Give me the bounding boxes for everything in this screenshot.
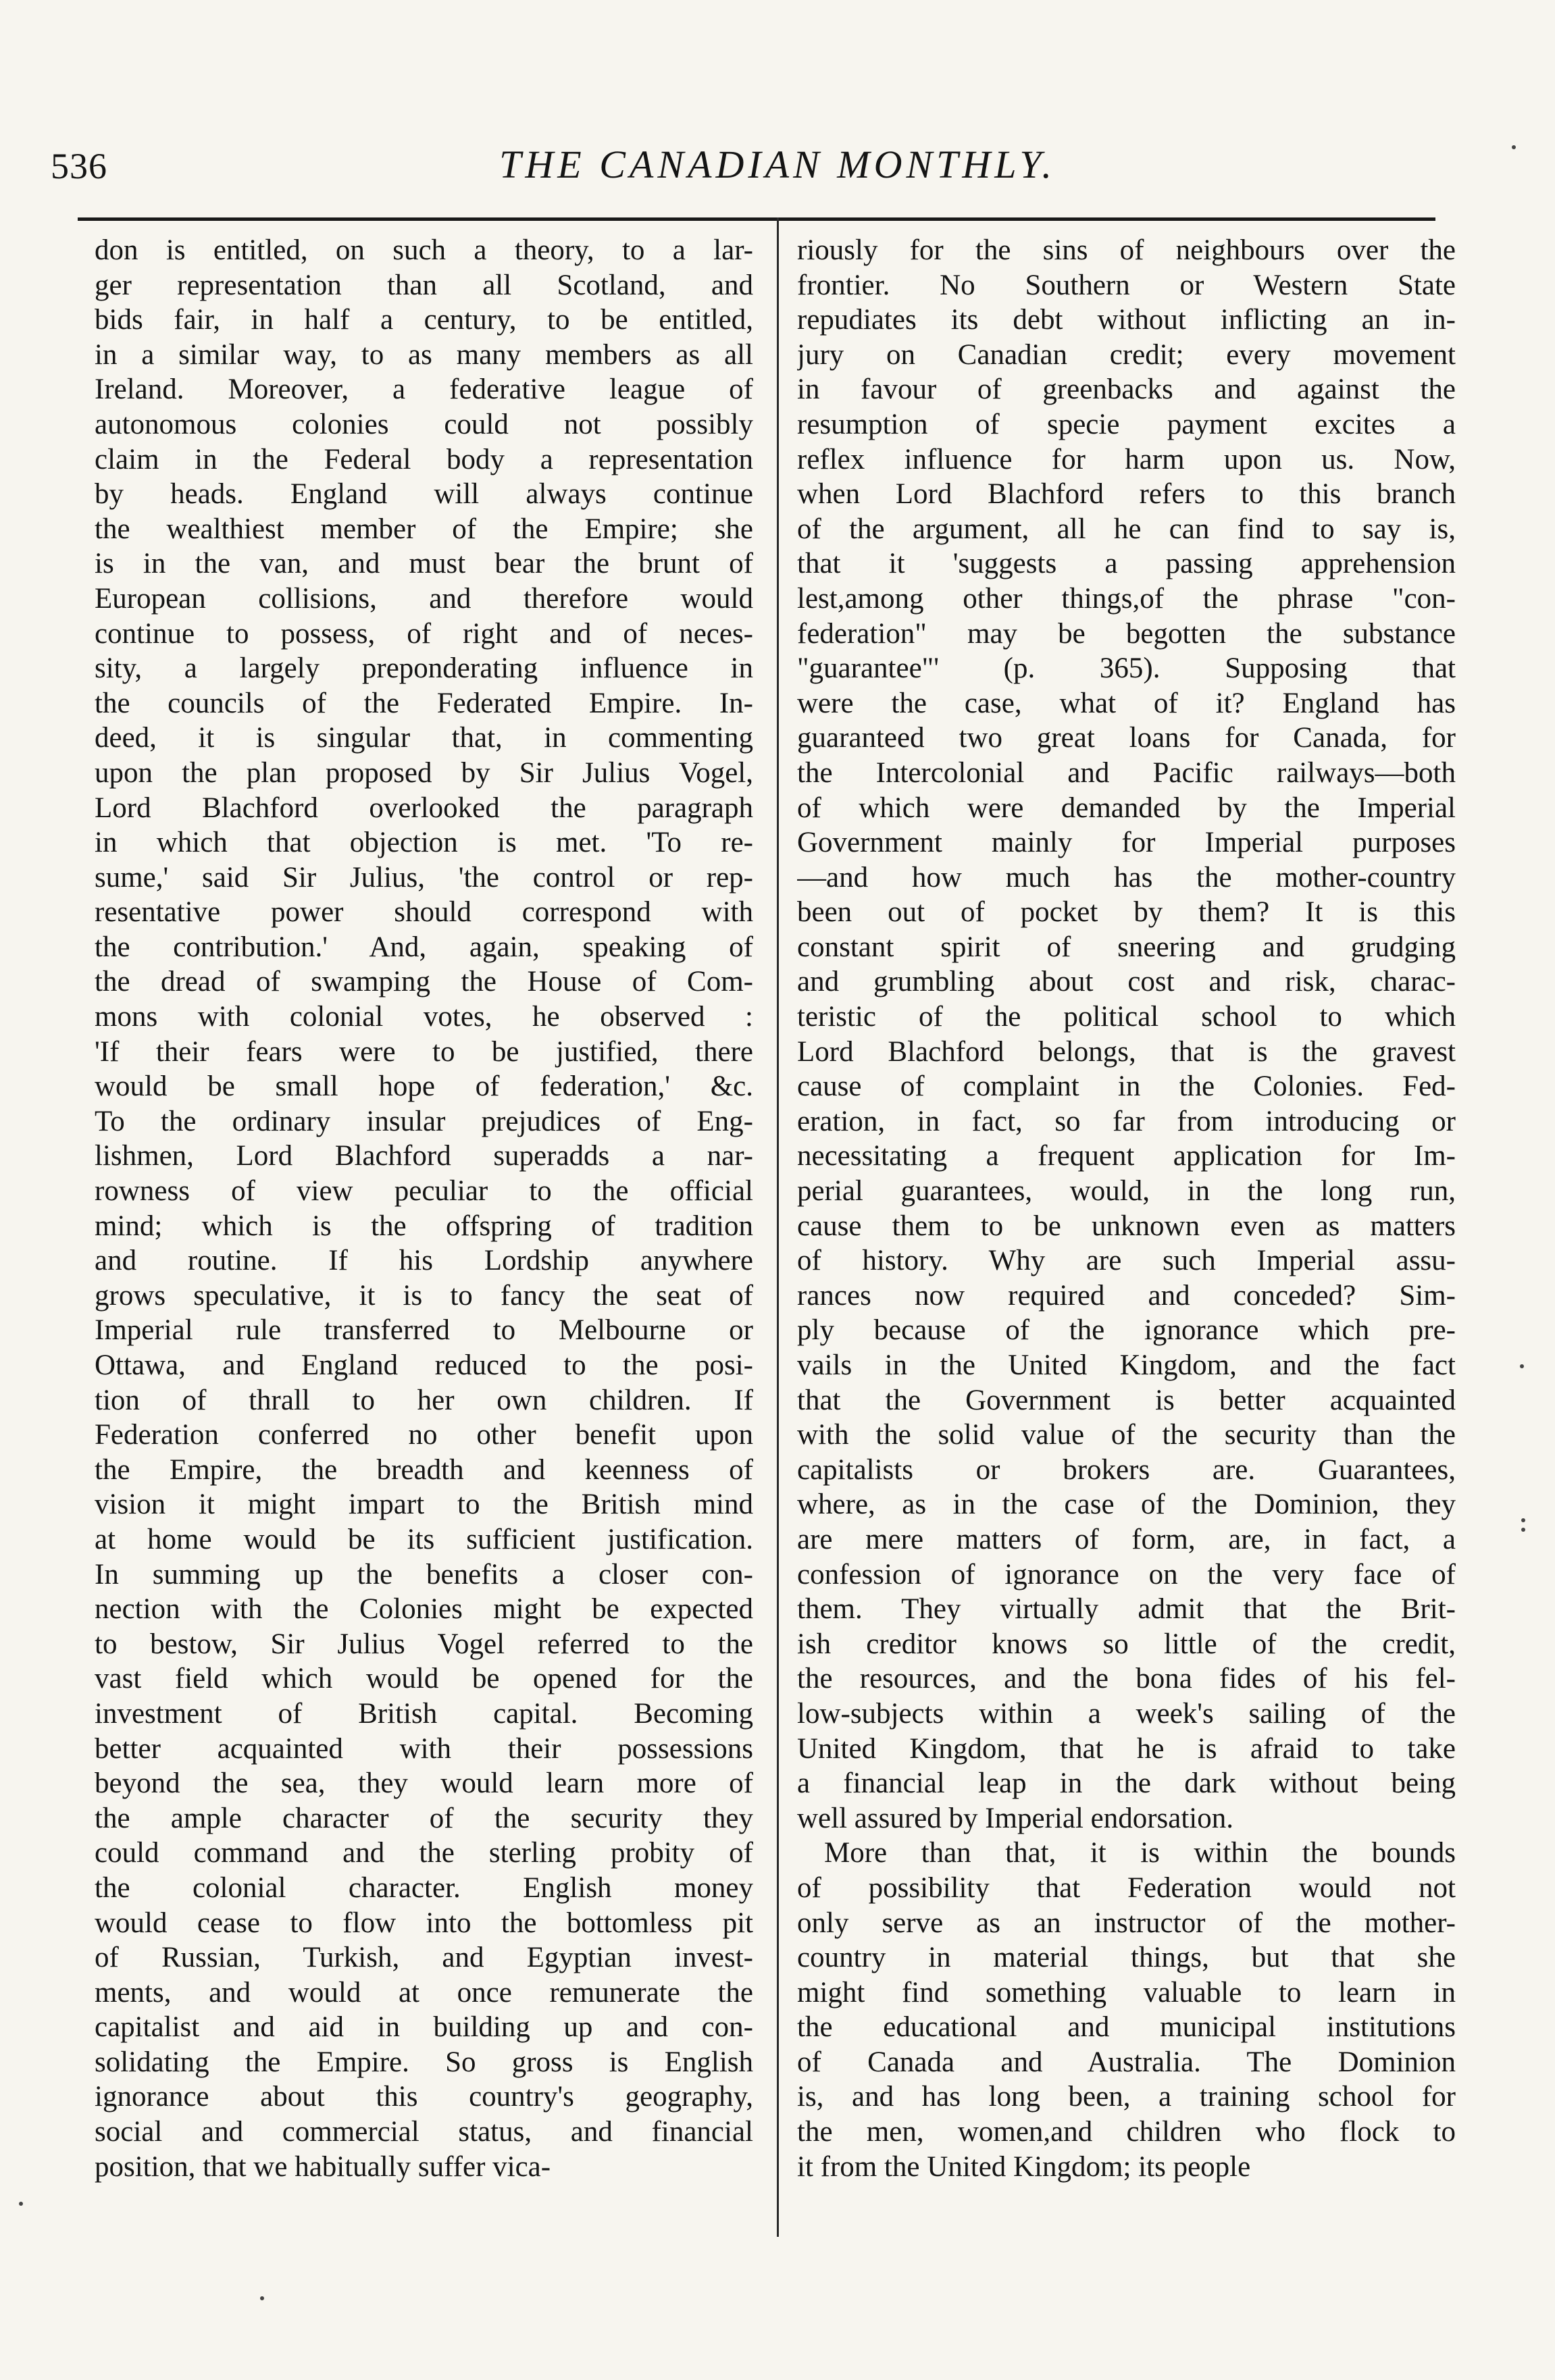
text-line: of Canada and Australia. The Dominion (797, 2046, 1456, 2078)
text-line: been out of pocket by them? It is this (797, 896, 1456, 929)
text-line: Imperial rule transferred to Melbourne or (95, 1314, 753, 1347)
text-line: rances now required and conceded? Sim- (797, 1279, 1456, 1312)
text-line: Government mainly for Imperial purposes (797, 827, 1456, 859)
text-line: teristic of the political school to which (797, 1001, 1456, 1033)
running-title: THE CANADIAN MONTHLY. (499, 143, 1056, 186)
text-line: in favour of greenbacks and against the (797, 373, 1456, 406)
text-line: bids fair, in half a century, to be entitled, (95, 304, 753, 336)
text-line: the resources, and the bona fides of his fel- (797, 1663, 1456, 1695)
text-line: Ottawa, and England reduced to the posi- (95, 1349, 753, 1381)
text-line: lest,among other things,of the phrase "con- (797, 582, 1456, 615)
text-line: the Empire, the breadth and keenness of (95, 1453, 753, 1486)
text-line: the ample character of the security they (95, 1802, 753, 1834)
right-column (797, 233, 1456, 2184)
text-line: reflex influence for harm upon us. Now, (797, 443, 1456, 475)
text-line: could command and the sterling probity of (95, 1837, 753, 1869)
text-line: Federation conferred no other benefit upon (95, 1419, 753, 1451)
text-line: perial guarantees, would, in the long run, (797, 1175, 1456, 1208)
text-line: ments, and would at once remunerate the (95, 1976, 753, 2009)
text-line: eration, in fact, so far from introducing or (797, 1105, 1456, 1137)
text-line: the contribution.' And, again, speaking of (95, 931, 753, 963)
text-line: investment of British capital. Becoming (95, 1697, 753, 1730)
text-line: guaranteed two great loans for Canada, for (797, 722, 1456, 754)
text-line: In summing up the benefits a closer con- (95, 1558, 753, 1590)
text-line: Lord Blachford overlooked the paragraph (95, 792, 753, 824)
text-line: autonomous colonies could not possibly (95, 408, 753, 440)
text-line: would cease to flow into the bottomless pit (95, 1907, 753, 1939)
scan-speck (19, 2202, 23, 2206)
text-line: to bestow, Sir Julius Vogel referred to the (95, 1628, 753, 1660)
text-line: Lord Blachford belongs, that is the gravest (797, 1035, 1456, 1068)
text-line: "guarantee"' (p. 365). Supposing that (797, 652, 1456, 685)
text-line: capitalists or brokers are. Guarantees, (797, 1453, 1456, 1486)
text-line: better acquainted with their possessions (95, 1732, 753, 1765)
text-line: ish creditor knows so little of the credit, (797, 1628, 1456, 1660)
text-line: continue to possess, of right and of neces- (95, 617, 753, 650)
text-line: social and commercial status, and financial (95, 2116, 753, 2148)
text-line: that the Government is better acquainted (797, 1384, 1456, 1416)
text-line: ignorance about this country's geography, (95, 2081, 753, 2113)
text-line: lishmen, Lord Blachford superadds a nar- (95, 1140, 753, 1172)
text-line: Ireland. Moreover, a federative league of (95, 373, 753, 406)
text-line: well assured by Imperial endorsation. (797, 1802, 1234, 1834)
text-line: constant spirit of sneering and grudging (797, 931, 1456, 963)
column-divider (777, 217, 779, 2237)
text-line: might find something valuable to learn in (797, 1976, 1456, 2009)
text-line: of which were demanded by the Imperial (797, 792, 1456, 824)
text-line: it from the United Kingdom; its people (797, 2150, 1251, 2183)
text-line: the Intercolonial and Pacific railways—both (797, 756, 1456, 789)
text-line: rowness of view peculiar to the official (95, 1175, 753, 1208)
text-line: confession of ignorance on the very face of (797, 1558, 1456, 1590)
text-line: upon the plan proposed by Sir Julius Vogel, (95, 756, 753, 789)
text-line: country in material things, but that she (797, 1942, 1456, 1974)
text-line: cause them to be unknown even as matters (797, 1210, 1456, 1242)
text-line: when Lord Blachford refers to this branch (797, 478, 1456, 511)
text-line: resumption of specie payment excites a (797, 408, 1456, 440)
text-line: would be small hope of federation,' &c. (95, 1070, 753, 1103)
text-line: in a similar way, to as many members as all (95, 338, 753, 371)
text-line: beyond the sea, they would learn more of (95, 1767, 753, 1800)
text-line: deed, it is singular that, in commenting (95, 722, 753, 754)
text-line: at home would be its sufficient justification. (95, 1523, 753, 1555)
header-rule (78, 217, 1435, 221)
text-line: only serve as an instructor of the mother- (797, 1907, 1456, 1939)
text-line: European collisions, and therefore would (95, 582, 753, 615)
text-line: nection with the Colonies might be expected (95, 1593, 753, 1626)
scan-speck (1521, 1518, 1525, 1522)
text-line: sume,' said Sir Julius, 'the control or rep- (95, 861, 753, 894)
text-line: vision it might impart to the British mind (95, 1489, 753, 1521)
text-line: a financial leap in the dark without being (797, 1767, 1456, 1800)
text-line: capitalist and aid in building up and con- (95, 2011, 753, 2044)
text-line: tion of thrall to her own children. If (95, 1384, 753, 1416)
text-line: 'If their fears were to be justified, there (95, 1035, 753, 1068)
text-line: federation" may be begotten the substance (797, 617, 1456, 650)
text-line: the councils of the Federated Empire. In- (95, 687, 753, 719)
text-line: the wealthiest member of the Empire; she (95, 513, 753, 545)
text-line: where, as in the case of the Dominion, they (797, 1489, 1456, 1521)
text-line: is in the van, and must bear the brunt of (95, 548, 753, 580)
text-line: mind; which is the offspring of tradition (95, 1210, 753, 1242)
text-line: with the solid value of the security than the (797, 1419, 1456, 1451)
scan-speck (1521, 1528, 1525, 1532)
text-line: and grumbling about cost and risk, charac- (797, 966, 1456, 998)
text-line: of possibility that Federation would not (797, 1871, 1456, 1904)
text-line: of Russian, Turkish, and Egyptian invest- (95, 1942, 753, 1974)
text-line: riously for the sins of neighbours over the (797, 234, 1456, 266)
text-line: jury on Canadian credit; every movement (797, 338, 1456, 371)
text-line: and routine. If his Lordship anywhere (95, 1245, 753, 1277)
text-line: claim in the Federal body a representation (95, 443, 753, 475)
text-line: were the case, what of it? England has (797, 687, 1456, 719)
text-line: that it 'suggests a passing apprehension (797, 548, 1456, 580)
text-line: solidating the Empire. So gross is English (95, 2046, 753, 2078)
text-line: the colonial character. English money (95, 1871, 753, 1904)
scan-speck (260, 2296, 264, 2300)
text-line: of the argument, all he can find to say is, (797, 513, 1456, 545)
text-line: low-subjects within a week's sailing of the (797, 1697, 1456, 1730)
text-line: position, that we habitually suffer vica- (95, 2150, 551, 2183)
text-line: ger representation than all Scotland, and (95, 269, 753, 301)
text-line: mons with colonial votes, he observed : (95, 1001, 753, 1033)
text-line: are mere matters of form, are, in fact, a (797, 1523, 1456, 1555)
text-line: the dread of swamping the House of Com- (95, 966, 753, 998)
text-line: grows speculative, it is to fancy the seat of (95, 1279, 753, 1312)
scan-speck (1520, 1364, 1524, 1368)
text-line: is, and has long been, a training school for (797, 2081, 1456, 2113)
scan-speck (1512, 145, 1516, 149)
text-line: of history. Why are such Imperial assu- (797, 1245, 1456, 1277)
text-line: repudiates its debt without inflicting an in- (797, 304, 1456, 336)
page-number: 536 (51, 146, 107, 186)
text-line: the educational and municipal institutions (797, 2011, 1456, 2044)
left-column (95, 233, 753, 2184)
text-line: them. They virtually admit that the Brit- (797, 1593, 1456, 1626)
text-line: vails in the United Kingdom, and the fact (797, 1349, 1456, 1381)
text-line: sity, a largely preponderating influence in (95, 652, 753, 685)
text-line: ply because of the ignorance which pre- (797, 1314, 1456, 1347)
text-line: necessitating a frequent application for Im- (797, 1140, 1456, 1172)
text-line: the men, women,and children who flock to (797, 2116, 1456, 2148)
text-line: To the ordinary insular prejudices of Eng- (95, 1105, 753, 1137)
text-line: —and how much has the mother-country (797, 861, 1456, 894)
text-line: vast field which would be opened for the (95, 1663, 753, 1695)
text-line: frontier. No Southern or Western State (797, 269, 1456, 301)
text-line: by heads. England will always continue (95, 478, 753, 511)
text-line: cause of complaint in the Colonies. Fed- (797, 1070, 1456, 1103)
text-line: More than that, it is within the bounds (824, 1837, 1456, 1869)
text-line: resentative power should correspond with (95, 896, 753, 929)
text-line: in which that objection is met. 'To re- (95, 827, 753, 859)
text-line: don is entitled, on such a theory, to a lar- (95, 234, 753, 266)
text-line: United Kingdom, that he is afraid to take (797, 1732, 1456, 1765)
